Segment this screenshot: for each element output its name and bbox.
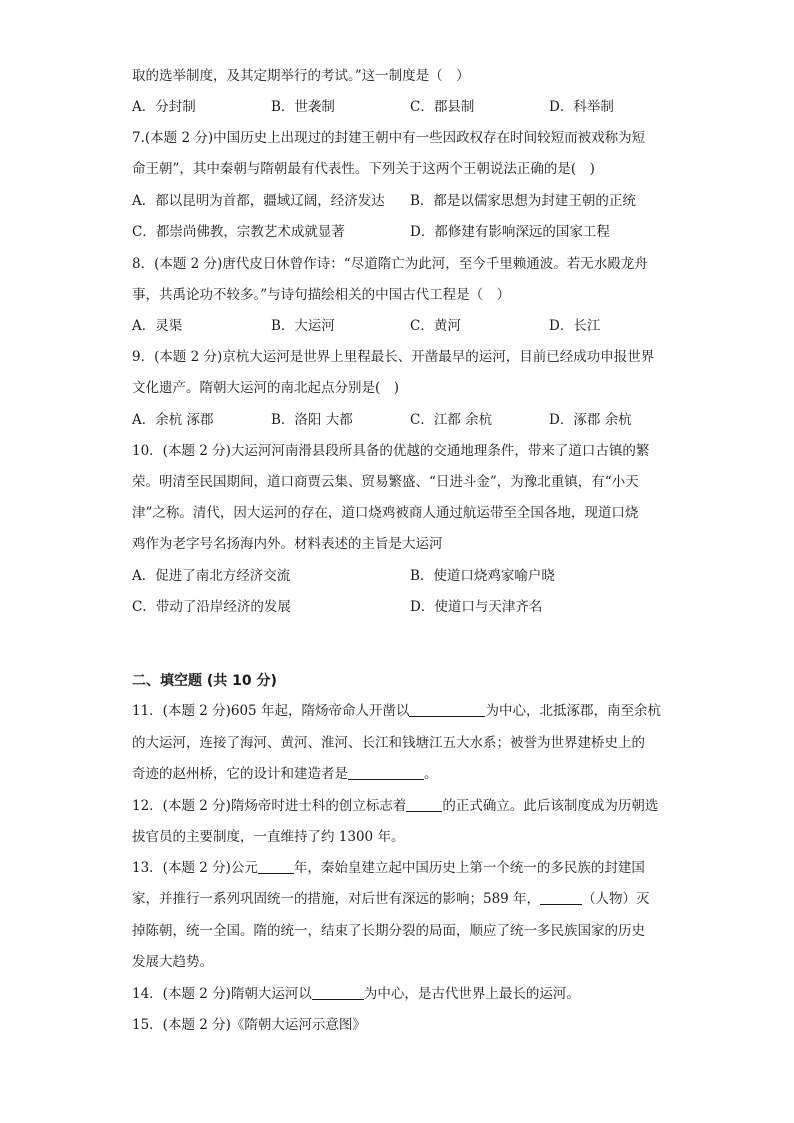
q8-option-c[interactable]: C．黄河	[410, 318, 461, 334]
q15-line-1: 15．(本题 2 分)《隋朝大运河示意图》	[132, 1017, 366, 1033]
q10-option-a[interactable]: A．促进了南北方经济交流	[132, 568, 291, 584]
q14-line-1	[132, 984, 664, 1004]
q12-line-2: 拔官员的主要制度，一直维持了约 1300 年。	[132, 829, 405, 845]
q9-stem-line-1: 9．(本题 2 分)京杭大运河是世界上里程最长、开凿最早的运河，目前已经成功申报世界	[132, 349, 655, 365]
q13-text-1b: 年，秦始皇建立起中国历史上第一个统一的多民族的封建国	[293, 860, 645, 876]
q10-stem-line-3: 津”之称。清代，因大运河的存在，道口烧鸡被商人通过航运带至全国各地，现道口烧	[132, 505, 639, 521]
q12-line-1	[132, 796, 664, 816]
q6-option-b[interactable]: B．世袭制	[271, 99, 335, 115]
q6-stem-tail: 取的选举制度，及其定期举行的考试。”这一制度是（ ）	[132, 68, 470, 84]
q13-blank-1[interactable]	[258, 859, 294, 874]
q11-blank-2[interactable]	[348, 765, 424, 780]
q7-option-a[interactable]: A．都以昆明为首都，疆域辽阔，经济发达	[132, 193, 385, 209]
q13-line-3: 掉陈朝，统一全国。隋的统一，结束了长期分裂的局面，顺应了统一多民族国家的历史	[132, 923, 645, 939]
q13-line-1	[132, 858, 664, 878]
q7-option-c[interactable]: C．都崇尚佛教，宗教艺术成就显著	[132, 224, 345, 240]
q11-line-3	[132, 764, 664, 784]
q9-option-d[interactable]: D．涿郡 余杭	[549, 412, 632, 428]
q11-text-3b: 。	[424, 766, 438, 782]
q13-text-2b: （人物）灭	[582, 891, 650, 907]
q9-option-b[interactable]: B．洛阳 大都	[271, 412, 353, 428]
q14-text-1b: 为中心，是古代世界上最长的运河。	[363, 986, 580, 1002]
q11-blank-1[interactable]	[409, 702, 485, 717]
q13-text-1a: 13．(本题 2 分)公元	[132, 860, 258, 876]
q7-stem-line-1: 7.(本题 2 分)中国历史上出现过的封建王朝中有一些因政权存在时间较短而被戏称为短	[132, 130, 646, 146]
q14-text-1a: 14．(本题 2 分)隋朝大运河以	[132, 986, 312, 1002]
q13-blank-2[interactable]	[540, 890, 582, 905]
q8-stem-line-1: 8．(本题 2 分)唐代皮日休曾作诗：“尽道隋亡为此河，至今千里赖通波。若无水殿龙舟	[132, 256, 648, 272]
q8-stem-line-2: 事，共禹论功不较多。”与诗句描绘相关的中国古代工程是（ ）	[132, 287, 511, 303]
q8-option-d[interactable]: D．长江	[549, 318, 601, 334]
q11-line-1	[132, 701, 664, 721]
q14-blank-1[interactable]	[312, 985, 364, 1000]
q12-text-1a: 12．(本题 2 分)隋炀帝时进士科的创立标志着	[132, 798, 407, 814]
q11-text-3a: 奇迹的赵州桥，它的设计和建造者是	[132, 766, 348, 782]
q8-option-b[interactable]: B．大运河	[271, 318, 335, 334]
q7-stem-line-2: 命王朝”，其中秦朝与隋朝最有代表性。下列关于这两个王朝说法正确的是( )	[132, 161, 595, 177]
q6-option-a[interactable]: A．分封制	[132, 99, 196, 115]
q12-blank-1[interactable]	[406, 797, 442, 812]
q7-option-d[interactable]: D．都修建有影响深远的国家工程	[410, 224, 610, 240]
q11-line-2: 的大运河，连接了海河、黄河、淮河、长江和钱塘江五大水系；被誉为世界建桥史上的	[132, 735, 645, 751]
q9-option-a[interactable]: A．余杭 涿郡	[132, 412, 214, 428]
q9-option-c[interactable]: C．江都 余杭	[410, 412, 493, 428]
q11-text-1a: 11．(本题 2 分)605 年起，隋炀帝命人开凿以	[132, 703, 410, 719]
q10-option-c[interactable]: C．带动了沿岸经济的发展	[132, 599, 291, 615]
q10-option-b[interactable]: B．使道口烧鸡家喻户晓	[410, 568, 555, 584]
q10-stem-line-1: 10．(本题 2 分)大运河河南滑县段所具备的优越的交通地理条件，带来了道口古镇的繁	[132, 443, 650, 459]
q8-option-a[interactable]: A．灵渠	[132, 318, 183, 334]
section-fill-in-title: 二、填空题 (共 10 分)	[132, 673, 277, 689]
q10-stem-line-2: 荣。明清至民国期间，道口商贾云集、贸易繁盛、“日进斗金”，为豫北重镇，有“小天	[132, 474, 639, 490]
q10-stem-line-4: 鸡作为老字号名扬海内外。材料表述的主旨是大运河	[132, 536, 443, 552]
q13-line-2	[132, 889, 664, 909]
q7-option-b[interactable]: B．都是以儒家思想为封建王朝的正统	[410, 193, 636, 209]
q9-stem-line-2: 文化遗产。隋朝大运河的南北起点分别是( )	[132, 380, 400, 396]
q13-line-4: 发展大趋势。	[132, 954, 213, 970]
q13-text-2a: 家，并推行一系列巩固统一的措施，对后世有深远的影响；589 年，	[132, 891, 541, 907]
q10-option-d[interactable]: D．使道口与天津齐名	[410, 599, 543, 615]
q11-text-1b: 为中心，北抵涿郡，南至余杭	[485, 703, 661, 719]
q6-option-c[interactable]: C．郡县制	[410, 99, 475, 115]
q12-text-1b: 的正式确立。此后该制度成为历朝选	[442, 798, 659, 814]
q6-option-d[interactable]: D．科举制	[549, 99, 614, 115]
